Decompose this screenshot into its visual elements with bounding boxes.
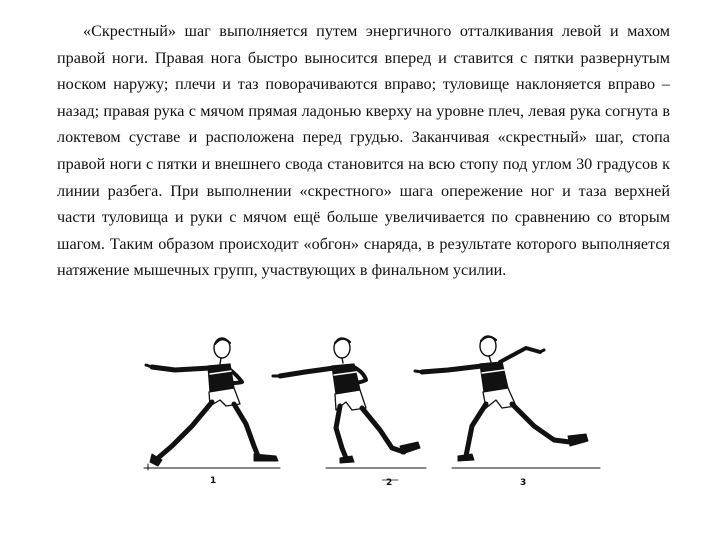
- athlete-figure-sequence: [130, 330, 620, 495]
- body-paragraph: [57, 18, 670, 284]
- athlete-figure-3: [415, 336, 600, 468]
- figure-label-2: 2: [386, 478, 393, 488]
- athlete-figure-1: [144, 338, 280, 470]
- figure-label-1: 1: [210, 476, 217, 486]
- figure-label-3: 3: [520, 478, 527, 488]
- athlete-sequence-illustration: [130, 330, 620, 495]
- paragraph-text: «Скрестный» шаг выполняется путем энергичного отталкивания левой и махом правой ноги. Правая нога быстро выносится вперед и ставится с пятки развернутым носком наружу; плечи и таз поворачиваются вправо; туловище наклоняется вправо – назад; правая рука с мячом прямая ладонью кверху на уровне плеч, левая рука согнута в локтевом суставе и расположена перед грудью. Заканчивая «скрестный» шаг, стопа правой ноги с пятки и внешнего свода становится на всю стопу под углом 30 градусов к линии разбега. При выполнении «скрестного» шага опережение ног и таза верхней части туловища и руки с мячом ещё больше увеличивается по сравнению со вторым шагом. Таким образом происходит «обгон» снаряда, в результате которого выполняется натяжение мышечных групп, участвующих в финальном усилии.: [57, 22, 670, 280]
- athlete-figure-2: [273, 338, 426, 468]
